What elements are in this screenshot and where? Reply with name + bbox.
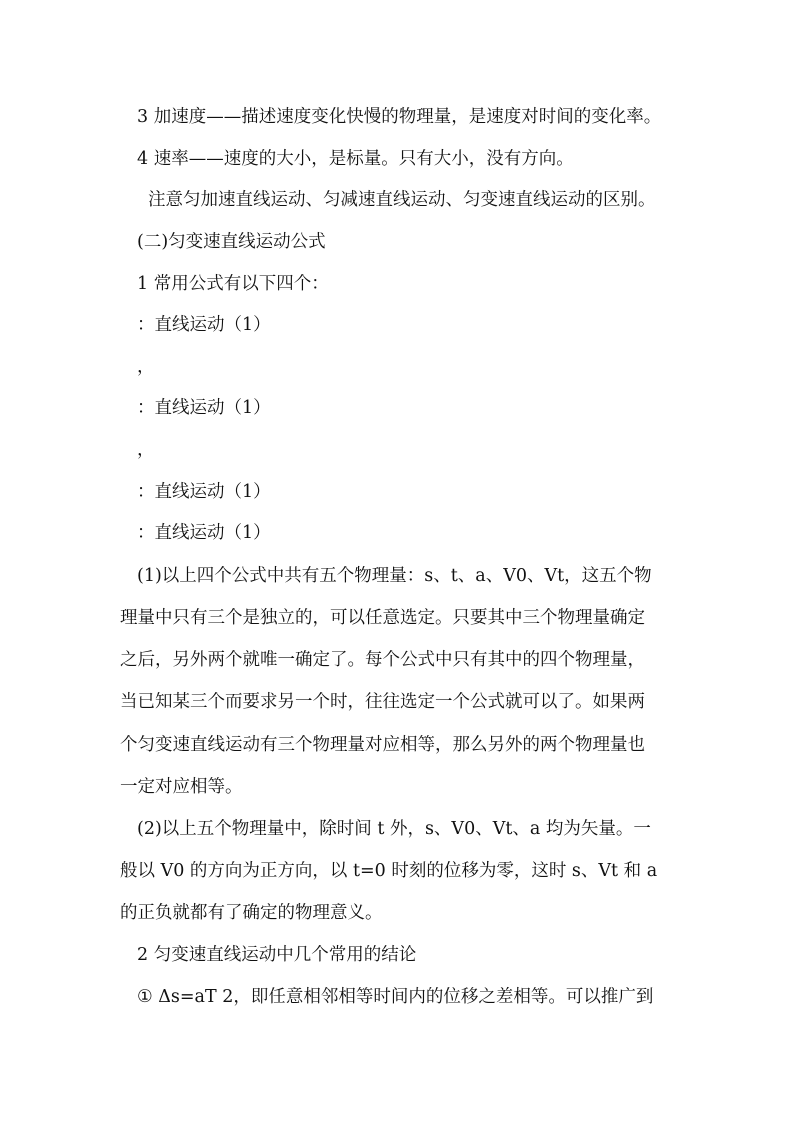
text-line-21: 2 匀变速直线运动中几个常用的结论: [137, 945, 417, 965]
text-line-3: 注意匀加速直线运动、匀减速直线运动、匀变速直线运动的区别。: [148, 190, 656, 210]
text-line-22: ① Δs=aT 2，即任意相邻相等时间内的位移之差相等。可以推广到: [137, 987, 654, 1007]
text-line-17: 一定对应相等。: [120, 777, 243, 797]
text-line-7: ，: [137, 357, 155, 377]
text-line-11: ：直线运动（1）: [137, 523, 271, 543]
text-line-4: (二)匀变速直线运动公式: [137, 232, 326, 252]
text-line-14: 之后，另外两个就唯一确定了。每个公式中只有其中的四个物理量，: [120, 650, 645, 670]
text-line-6: ：直线运动（1）: [137, 315, 271, 335]
text-line-12: (1)以上四个公式中共有五个物理量：s、t、a、V0、Vt，这五个物: [137, 566, 652, 586]
text-line-18: (2)以上五个物理量中，除时间 t 外，s、V0、Vt、a 均为矢量。一: [137, 819, 651, 839]
text-line-9: ，: [137, 440, 155, 460]
text-line-2: 4 速率——速度的大小，是标量。只有大小，没有方向。: [137, 149, 574, 169]
text-line-20: 的正负就都有了确定的物理意义。: [120, 903, 383, 923]
text-line-8: ：直线运动（1）: [137, 398, 271, 418]
text-line-15: 当已知某三个而要求另一个时，往往选定一个公式就可以了。如果两: [120, 692, 645, 712]
text-line-5: 1 常用公式有以下四个：: [137, 274, 329, 294]
text-line-13: 理量中只有三个是独立的，可以任意选定。只要其中三个物理量确定: [120, 608, 645, 628]
text-line-1: 3 加速度——描述速度变化快慢的物理量，是速度对时间的变化率。: [137, 107, 662, 127]
text-line-16: 个匀变速直线运动有三个物理量对应相等，那么另外的两个物理量也: [120, 735, 645, 755]
text-line-10: ：直线运动（1）: [137, 482, 271, 502]
text-line-19: 般以 V0 的方向为正方向，以 t=0 时刻的位移为零，这时 s、Vt 和 a: [120, 861, 658, 881]
